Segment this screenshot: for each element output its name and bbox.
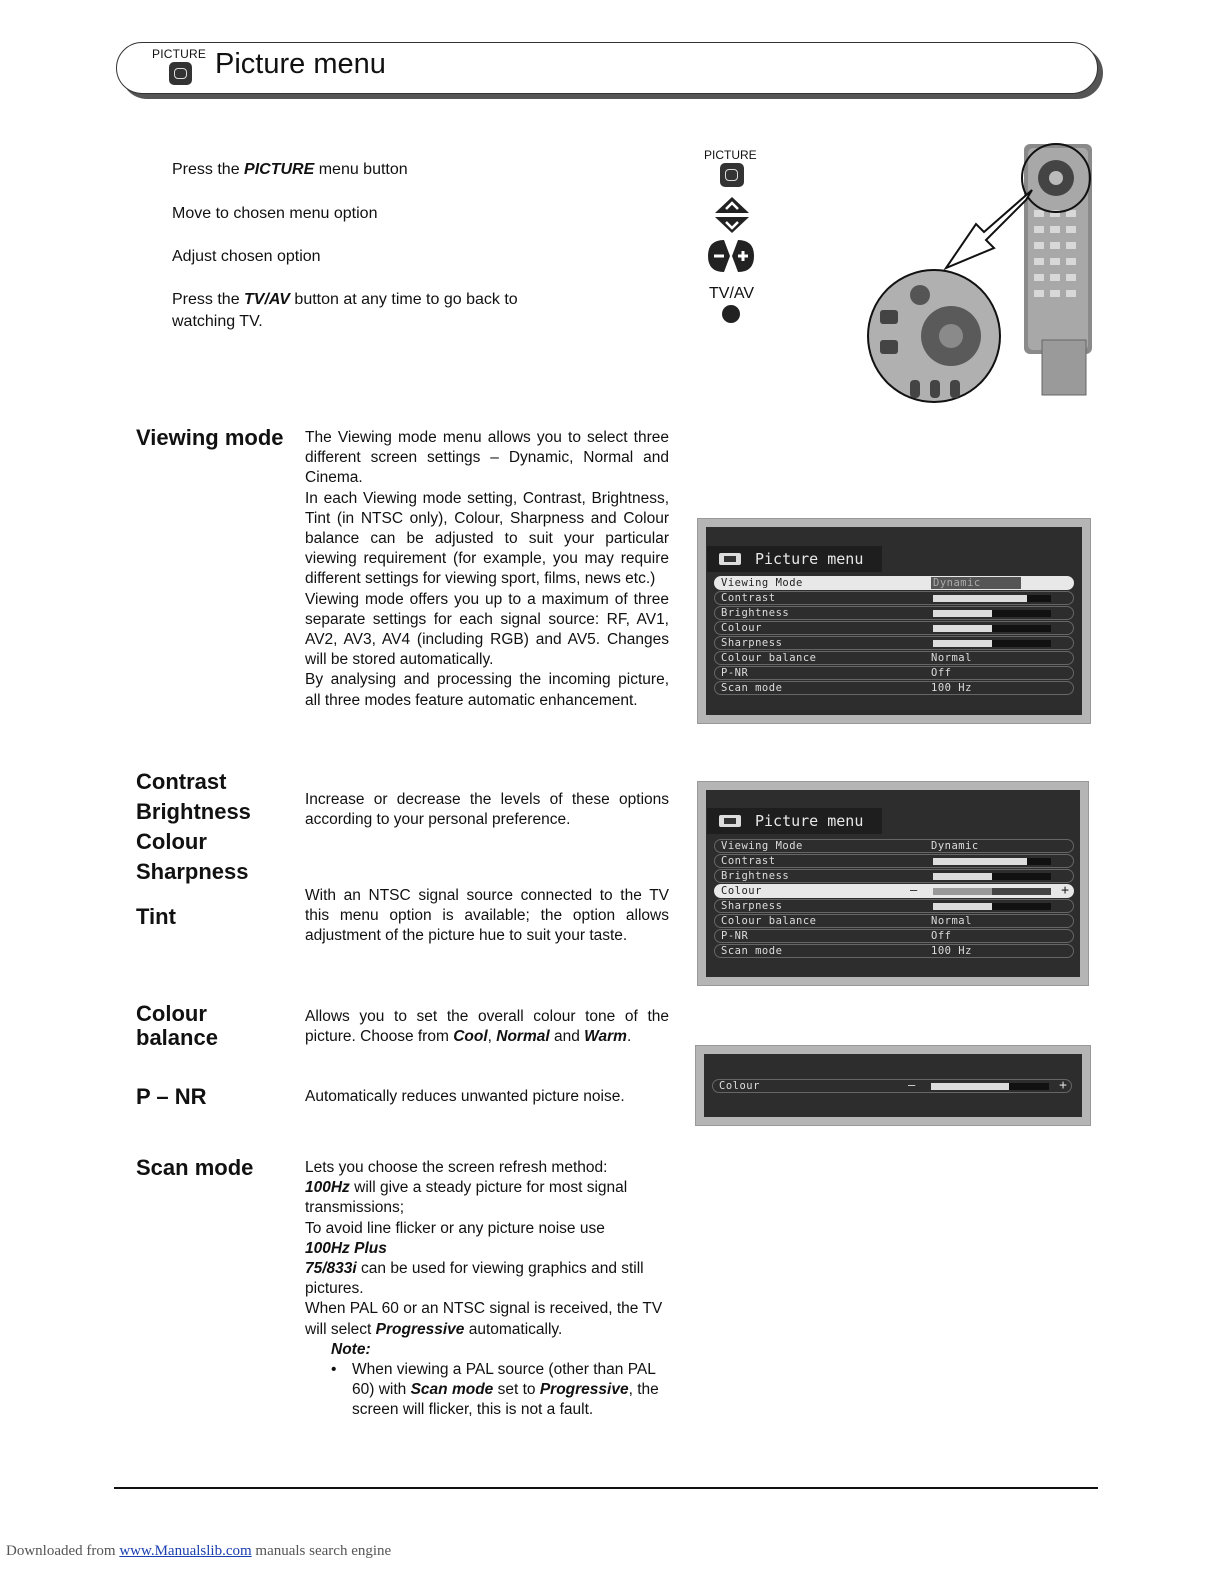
footer: Downloaded from www.Manualslib.com manuals search engine — [6, 1543, 392, 1559]
osd1-row-label: P-NR — [721, 667, 749, 679]
osd2-row — [714, 869, 1074, 883]
osd1-row — [714, 591, 1074, 605]
osd2-row-value: 100 Hz — [931, 945, 972, 957]
osd1-row-level-bar — [933, 595, 1051, 602]
osd3-label: Colour — [719, 1080, 760, 1092]
osd1-row-label: Viewing Mode — [721, 577, 803, 589]
pnr-title: P – NR — [136, 1084, 207, 1109]
scan-mode-text: Lets you choose the screen refresh method: 100Hz will give a steady picture for most signal transmissions; To avoid line flicker or any picture noise use 100Hz Plus 75/833i can be used for viewing graphics and still pictures. When PAL 60 or an NTSC signal is received, the TV will select Progressive automatically. Note: • When viewing a PAL source (other than PAL 60) with Scan mode set to Progressive, the screen will flicker, this is not a fault. — [305, 1158, 669, 1421]
instruction-2: Move to chosen menu option — [172, 205, 378, 222]
osd2-row-level-fill — [933, 903, 992, 910]
viewing-mode-para-3: Viewing mode offers you up to a maximum of three separate settings for each signal source: RF, AV1, AV2, AV3, AV4 (including RGB) and AV5. Changes will be stored automatically. — [305, 590, 669, 669]
osd2-row — [714, 884, 1074, 898]
osd1-row-level-fill — [933, 640, 992, 647]
osd1-title: Picture menu — [707, 546, 882, 572]
instruction-4: Press the TV/AV button at any time to go back to watching TV. — [172, 291, 518, 330]
page-title: Picture menu — [215, 48, 386, 80]
osd2-row-level-bar — [933, 903, 1051, 910]
plus-icon: + — [1061, 883, 1069, 898]
osd1-row-label: Colour balance — [721, 652, 817, 664]
osd1-row-value: Off — [931, 667, 952, 679]
instruction-3: Adjust chosen option — [172, 248, 321, 265]
tvav-icon-label: TV/AV — [709, 285, 755, 302]
osd2-row — [714, 839, 1074, 853]
minus-plus-icon — [706, 238, 756, 274]
osd-screenshot-2 — [697, 781, 1089, 986]
osd2-row-label: P-NR — [721, 930, 749, 942]
plus-icon: + — [1059, 1078, 1067, 1093]
osd2-row-value: Dynamic — [931, 840, 979, 852]
osd1-row-label: Sharpness — [721, 637, 783, 649]
minus-icon: — — [910, 883, 918, 897]
osd2-row-value: Normal — [931, 915, 972, 927]
contrast-title: Contrast — [136, 769, 227, 794]
up-down-arrows-icon — [711, 195, 753, 235]
osd1-row-value: Normal — [931, 652, 972, 664]
tv-icon — [719, 815, 741, 827]
osd3-level-fill — [931, 1083, 1009, 1090]
scan-mode-line-1: Lets you choose the screen refresh method: — [305, 1159, 608, 1176]
osd2-row-label: Contrast — [721, 855, 776, 867]
osd1-row — [714, 606, 1074, 620]
viewing-mode-text — [305, 428, 669, 711]
osd-screenshot-1 — [697, 518, 1091, 724]
osd1-row-level-bar — [933, 625, 1051, 632]
osd1-row — [714, 681, 1074, 695]
osd1-row-label: Scan mode — [721, 682, 783, 694]
osd2-row — [714, 854, 1074, 868]
osd2-row — [714, 899, 1074, 913]
picture-button-icon — [720, 163, 744, 187]
osd1-row — [714, 651, 1074, 665]
osd3-colour-row — [712, 1079, 1072, 1093]
osd2-row-label: Sharpness — [721, 900, 783, 912]
osd1-row — [714, 636, 1074, 650]
minus-icon: — — [908, 1078, 916, 1092]
osd1-row-level-fill — [933, 595, 1027, 602]
remote-control-illustration — [866, 140, 1096, 405]
brightness-title: Brightness — [136, 799, 251, 824]
footer-divider — [114, 1487, 1098, 1489]
tvav-button-icon — [722, 305, 740, 323]
osd2-row-value: Off — [931, 930, 952, 942]
osd1-row-value: 100 Hz — [931, 682, 972, 694]
colour-title: Colour — [136, 829, 207, 854]
manualslib-link[interactable]: www.Manualslib.com — [119, 1543, 252, 1559]
osd1-row-label: Contrast — [721, 592, 776, 604]
viewing-mode-title: Viewing mode — [136, 425, 284, 450]
osd2-row-level-bar — [933, 888, 1051, 895]
osd1-row-level-fill — [933, 625, 992, 632]
osd2-row-level-bar — [933, 858, 1051, 865]
osd2-row-level-fill — [933, 873, 992, 880]
viewing-mode-para-1: The Viewing mode menu allows you to select three different screen settings – Dynamic, Normal and Cinema. — [305, 429, 669, 487]
osd2-title: Picture menu — [707, 808, 882, 834]
osd2-row-label: Brightness — [721, 870, 790, 882]
picture-icon-label: PICTURE — [704, 148, 757, 162]
osd1-row-level-fill — [933, 610, 992, 617]
osd2-row-level-bar — [933, 873, 1051, 880]
osd2-row-label: Scan mode — [721, 945, 783, 957]
osd1-row-level-bar — [933, 640, 1051, 647]
osd1-row — [714, 576, 1074, 590]
tv-icon — [719, 553, 741, 565]
tint-title: Tint — [136, 904, 176, 929]
header-button-label: PICTURE — [152, 47, 207, 61]
osd-screenshot-3 — [695, 1045, 1091, 1126]
note-label: Note: — [331, 1340, 371, 1358]
osd2-row — [714, 944, 1074, 958]
scan-mode-line-3: To avoid line flicker or any picture noise use — [305, 1219, 605, 1237]
colour-balance-text: Allows you to set the overall colour tone of the picture. Choose from Cool, Normal and Warm. — [305, 1008, 669, 1046]
sharpness-title: Sharpness — [136, 859, 249, 884]
osd3-level-bar — [931, 1083, 1049, 1090]
pnr-text: Automatically reduces unwanted picture noise. — [305, 1088, 625, 1105]
osd1-row-value: Dynamic — [931, 577, 1021, 589]
tint-text: With an NTSC signal source connected to the TV this menu option is available; the option allows adjustment of the picture hue to suit your taste. — [305, 887, 669, 945]
scan-mode-title: Scan mode — [136, 1155, 254, 1180]
osd2-row-label: Colour — [721, 885, 762, 897]
viewing-mode-para-2: In each Viewing mode setting, Contrast, Brightness, Tint (in NTSC only), Colour, Sharpness and Colour balance can be adjusted to suit your particular viewing requirement (for example, you may require different settings for viewing sport, films, news etc.) — [305, 489, 669, 588]
osd1-row — [714, 621, 1074, 635]
bullet-icon: • — [331, 1361, 337, 1379]
osd2-row — [714, 929, 1074, 943]
osd1-row-level-bar — [933, 610, 1051, 617]
osd2-row-label: Viewing Mode — [721, 840, 803, 852]
osd1-row-label: Brightness — [721, 607, 790, 619]
note-bullet: • When viewing a PAL source (other than PAL 60) with Scan mode set to Progressive, the screen will flicker, this is not a fault. — [331, 1361, 659, 1419]
osd1-row — [714, 666, 1074, 680]
osd2-row — [714, 914, 1074, 928]
picture-button-icon — [169, 62, 192, 85]
instruction-1: Press the PICTURE menu button — [172, 161, 408, 178]
osd2-row-label: Colour balance — [721, 915, 817, 927]
osd2-row-level-fill — [933, 858, 1027, 865]
colour-balance-title: Colour balance — [136, 1001, 218, 1050]
viewing-mode-para-4: By analysing and processing the incoming picture, all three modes feature automatic enhancement. — [305, 671, 669, 709]
adjust-text: Increase or decrease the levels of these options according to your personal preference. — [305, 791, 669, 829]
osd2-row-level-fill — [933, 888, 992, 895]
osd1-row-label: Colour — [721, 622, 762, 634]
